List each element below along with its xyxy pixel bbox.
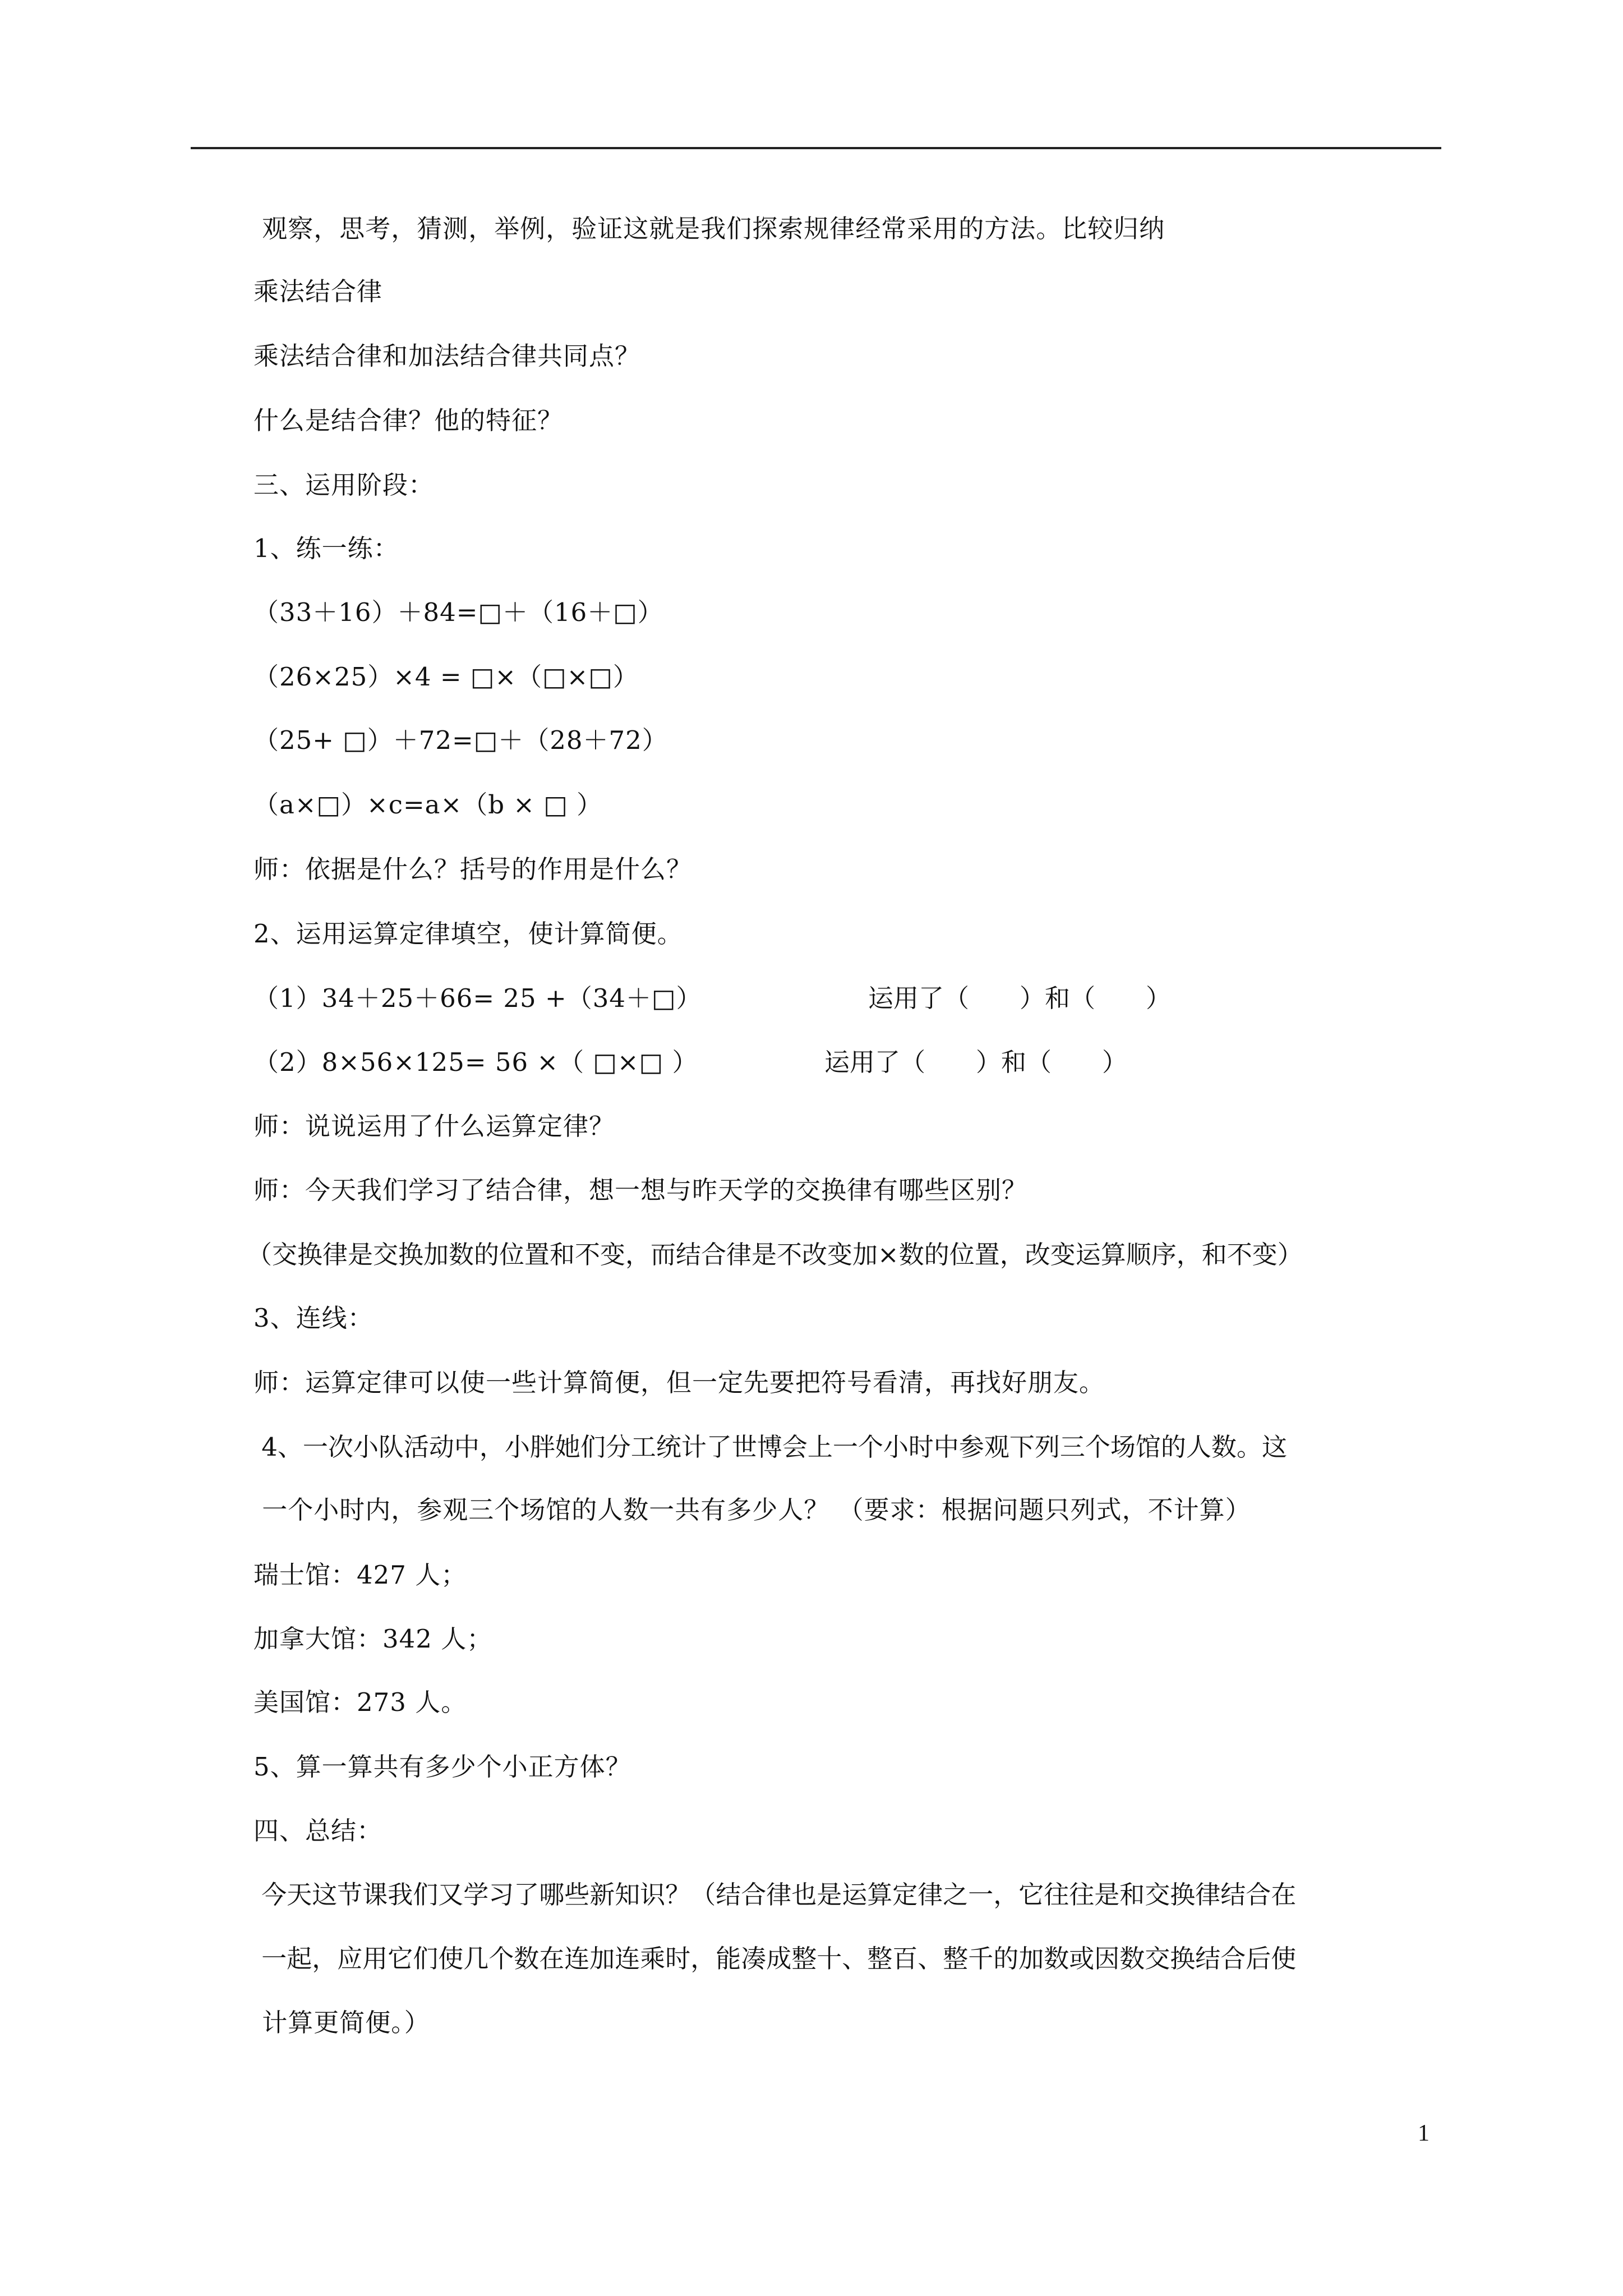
text-line: 师：依据是什么？括号的作用是什么？: [253, 854, 693, 884]
page-number: 1: [1418, 2120, 1430, 2146]
text-line: 乘法结合律和加法结合律共同点？: [253, 341, 641, 371]
text-line: 美国馆：273 人。: [253, 1687, 467, 1717]
text-line: 加拿大馆：342 人；: [253, 1624, 493, 1654]
text-line: 4、一次小队活动中，小胖她们分工统计了世博会上一个小时中参观下列三个场馆的人数。这: [253, 1432, 1287, 1462]
header-rule: [191, 147, 1441, 149]
section-heading: 三、运用阶段：: [253, 470, 435, 500]
exercise-answer-blank: 运用了（ ）和（ ）: [868, 983, 1172, 1013]
section-heading: 四、总结：: [253, 1816, 383, 1846]
text-line: 计算更简便。）: [253, 2008, 430, 2037]
exercise-line: （1）34＋25＋66= 25 +（34＋□）: [253, 983, 702, 1013]
text-line: 一个小时内，参观三个场馆的人数一共有多少人？ （要求：根据问题只列式，不计算）: [253, 1495, 1251, 1525]
text-line: 瑞士馆：427 人；: [253, 1560, 467, 1590]
text-line: 师：运算定律可以使一些计算简便，但一定先要把符号看清，再找好朋友。: [253, 1368, 1105, 1397]
text-line: 2、运用运算定律填空，使计算简便。: [253, 919, 683, 949]
text-line: 师：说说运用了什么运算定律？: [253, 1111, 615, 1141]
equation-line: （25+ □）＋72=□＋（28＋72）: [253, 725, 668, 755]
exercise-line: （2）8×56×125= 56 ×（ □×□ ）: [253, 1047, 698, 1077]
text-line: 师：今天我们学习了结合律，想一想与昨天学的交换律有哪些区别？: [253, 1175, 1028, 1205]
equation-line: （33＋16）＋84=□＋（16＋□）: [253, 597, 663, 627]
text-line: 什么是结合律？他的特征？: [253, 406, 564, 435]
equation-line: （26×25）×4 = □×（□×□）: [253, 662, 639, 692]
text-line: 3、连线：: [253, 1303, 374, 1333]
text-line: （交换律是交换加数的位置和不变，而结合律是不改变加×数的位置，改变运算顺序，和不变）: [247, 1240, 1303, 1269]
exercise-answer-blank: 运用了（ ）和（ ）: [824, 1047, 1128, 1077]
text-line: 观察，思考，猜测，举例，验证这就是我们探索规律经常采用的方法。比较归纳: [253, 214, 1165, 243]
text-line: 1、练一练：: [253, 533, 399, 563]
text-line: 乘法结合律: [253, 277, 383, 306]
text-line: 一起，应用它们使几个数在连加连乘时，能凑成整十、整百、整千的加数或因数交换结合后使: [253, 1944, 1297, 1973]
text-line: 今天这节课我们又学习了哪些新知识？（结合律也是运算定律之一，它往往是和交换律结合在: [253, 1880, 1297, 1910]
text-line: 5、算一算共有多少个小正方体？: [253, 1752, 631, 1782]
equation-line: （a×□）×c=a×（b × □ ）: [253, 790, 603, 820]
